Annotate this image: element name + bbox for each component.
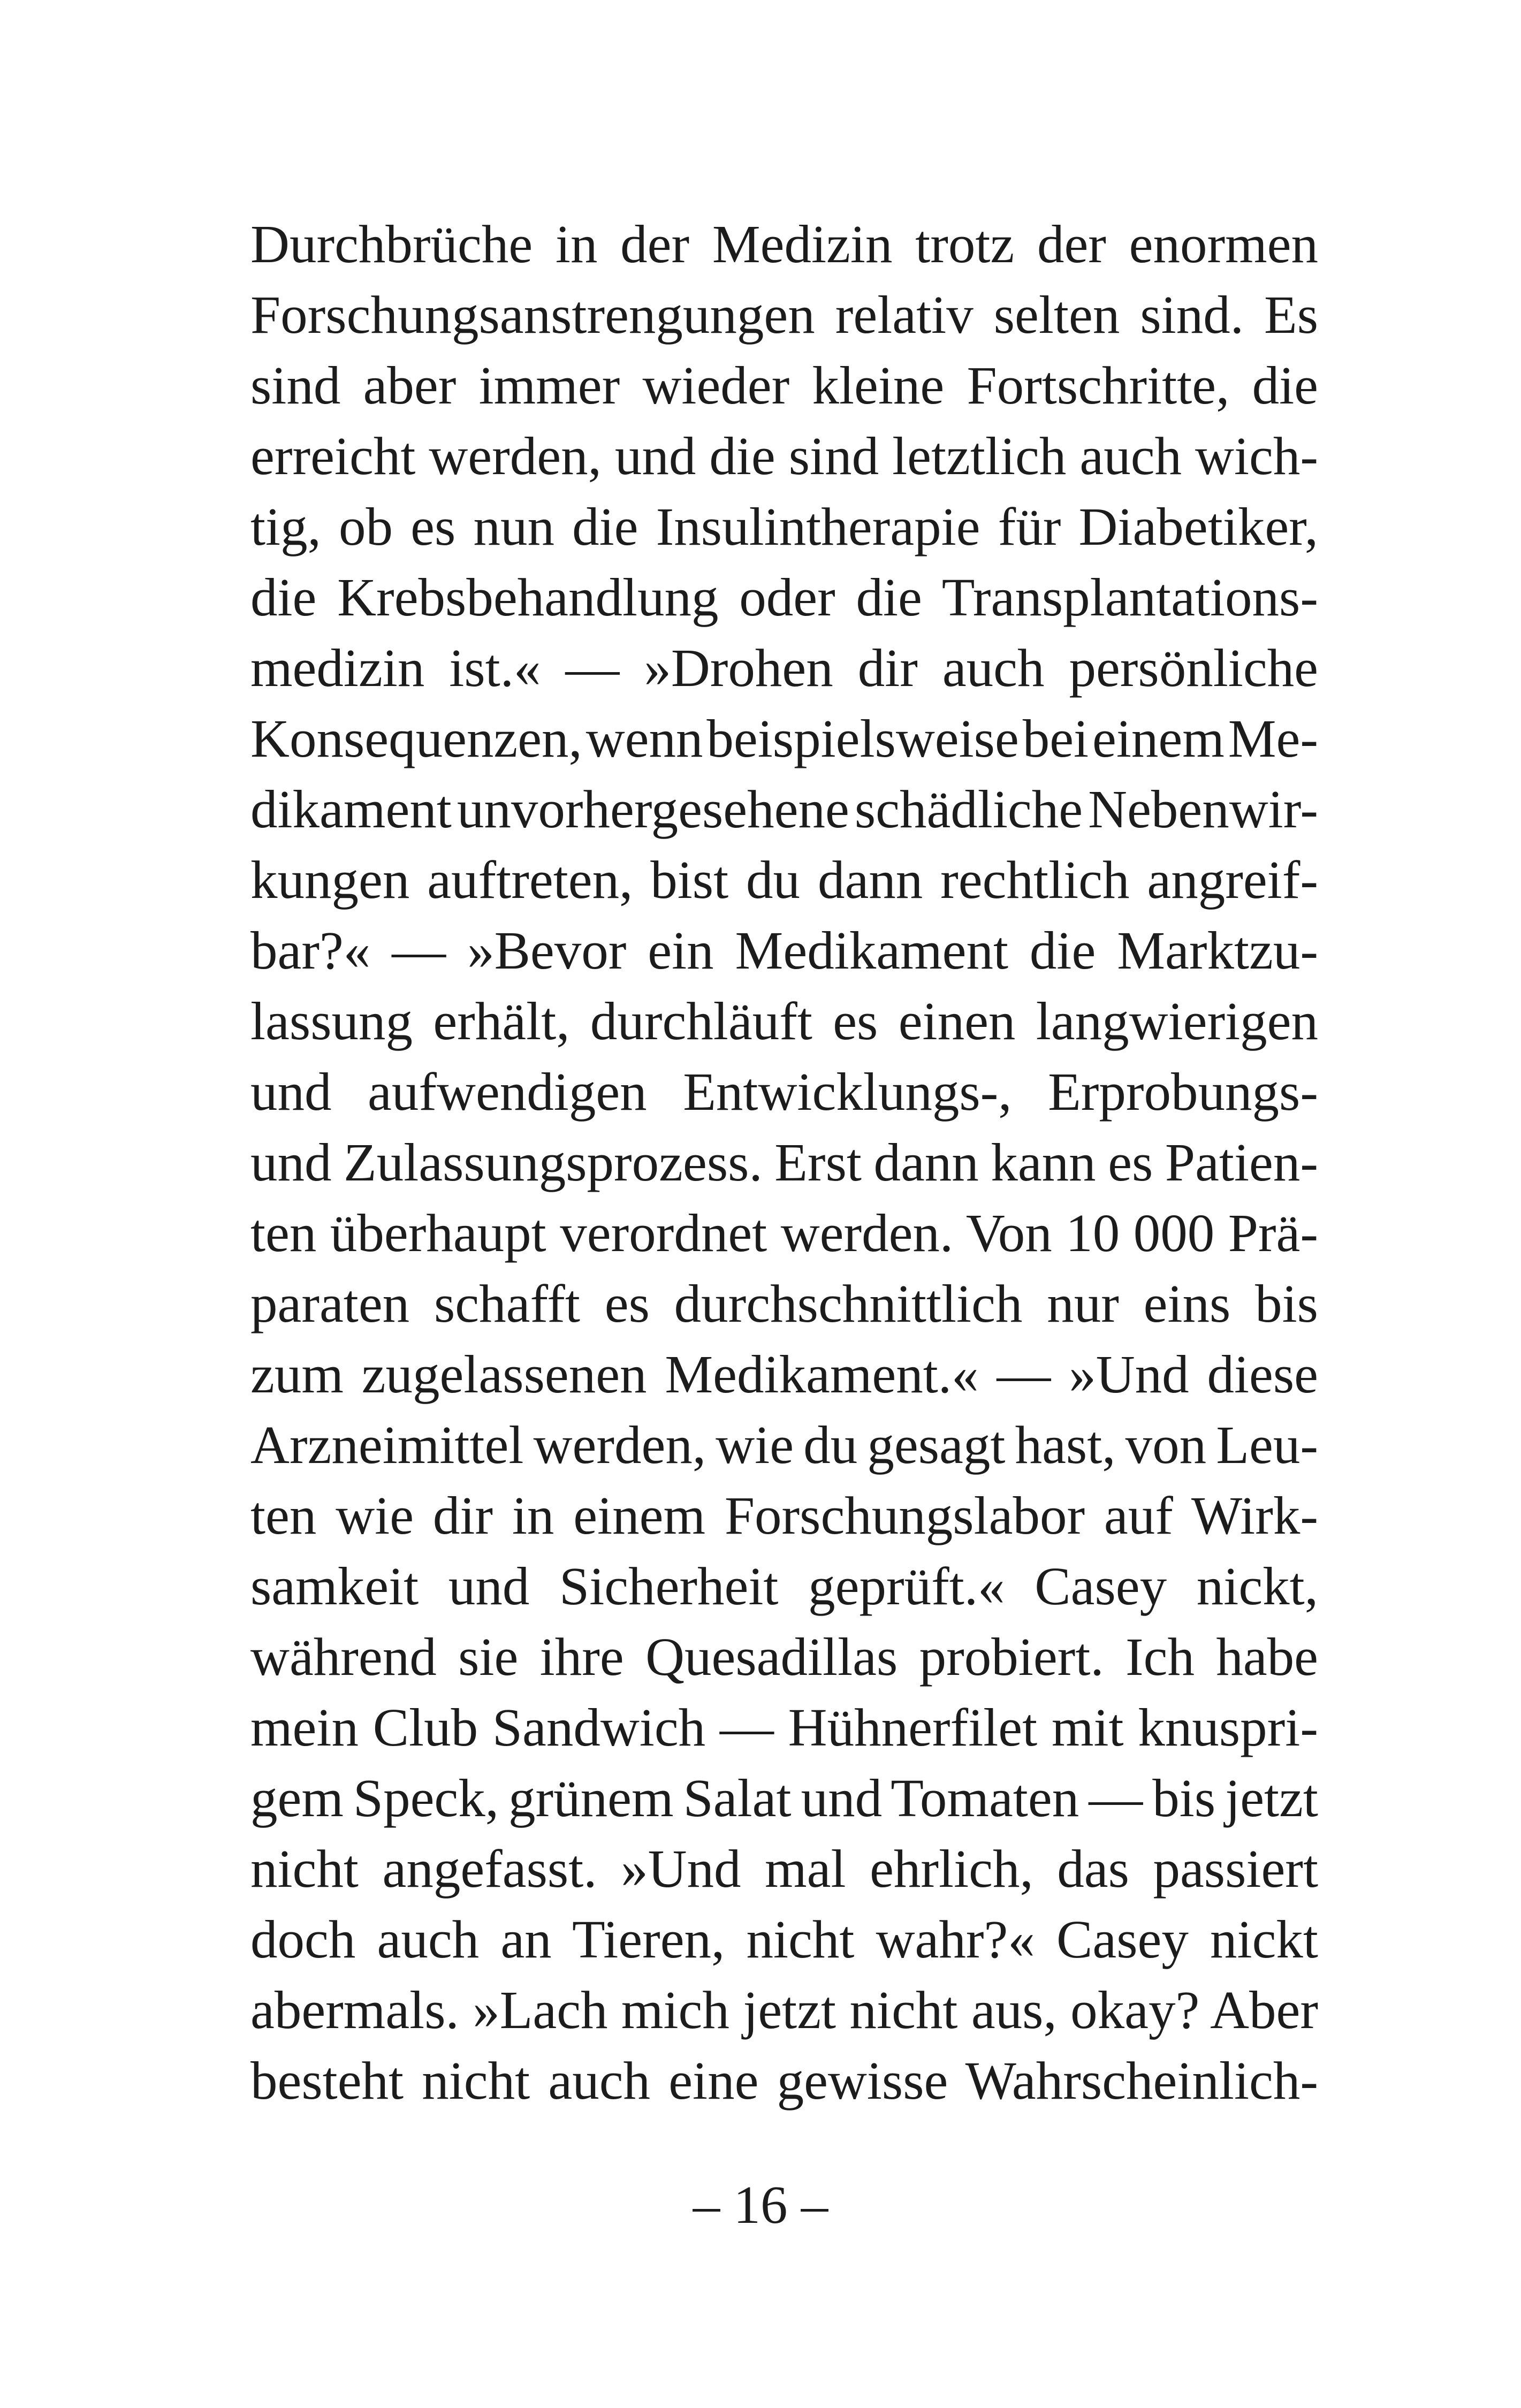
text-line: doch auch an Tieren, nicht wahr?« Casey nickt <box>250 1909 1318 1969</box>
text-line: gem Speck, grünem Salat und Tomaten — bis jetzt <box>250 1768 1318 1828</box>
text-line: zum zugelassenen Medikament.« — »Und diese <box>250 1344 1318 1404</box>
text-line: Durchbrüche in der Medizin trotz der enormen <box>250 214 1318 274</box>
text-line: medizin ist.« — »Drohen dir auch persönliche <box>250 638 1318 698</box>
text-line: abermals. »Lach mich jetzt nicht aus, okay? Aber <box>250 1980 1318 2040</box>
text-line: besteht nicht auch eine gewisse Wahrscheinlich- <box>250 2051 1318 2110</box>
text-line: mein Club Sandwich — Hühnerfilet mit knuspri- <box>250 1697 1318 1757</box>
text-line: sind aber immer wieder kleine Fortschritte, die <box>250 355 1318 415</box>
body-text <box>250 209 1318 2116</box>
text-line: dikament unvorhergesehene schädliche Nebenwir- <box>250 779 1318 839</box>
text-line: bar?« — »Bevor ein Medikament die Marktzu- <box>250 920 1318 980</box>
text-line: Arzneimittel werden, wie du gesagt hast, von Leu- <box>250 1415 1318 1475</box>
text-line: und Zulassungsprozess. Erst dann kann es Patien- <box>250 1132 1318 1192</box>
text-line: tig, ob es nun die Insulintherapie für Diabetiker, <box>250 497 1318 557</box>
text-line: ten wie dir in einem Forschungslabor auf Wirk- <box>250 1485 1318 1545</box>
text-line: nicht angefasst. »Und mal ehrlich, das passiert <box>250 1839 1318 1899</box>
page-number: – 16 – <box>693 2175 828 2235</box>
text-line: kungen auftreten, bist du dann rechtlich angreif- <box>250 850 1318 910</box>
text-line: erreicht werden, und die sind letztlich auch wich- <box>250 426 1318 486</box>
text-line: lassung erhält, durchläuft es einen langwierigen <box>250 991 1318 1051</box>
text-line: Konsequenzen, wenn beispielsweise bei einem Me- <box>250 708 1318 768</box>
text-line: die Krebsbehandlung oder die Transplantations- <box>250 567 1318 627</box>
text-line: während sie ihre Quesadillas probiert. Ich habe <box>250 1627 1318 1687</box>
text-line: samkeit und Sicherheit geprüft.« Casey nickt, <box>250 1556 1318 1616</box>
text-line: paraten schafft es durchschnittlich nur eins bis <box>250 1274 1318 1333</box>
text-line: Forschungsanstrengungen relativ selten sind. Es <box>250 285 1318 345</box>
text-line: und aufwendigen Entwicklungs-, Erprobungs- <box>250 1062 1318 1122</box>
text-line: ten überhaupt verordnet werden. Von 10 000 Prä- <box>250 1203 1318 1263</box>
